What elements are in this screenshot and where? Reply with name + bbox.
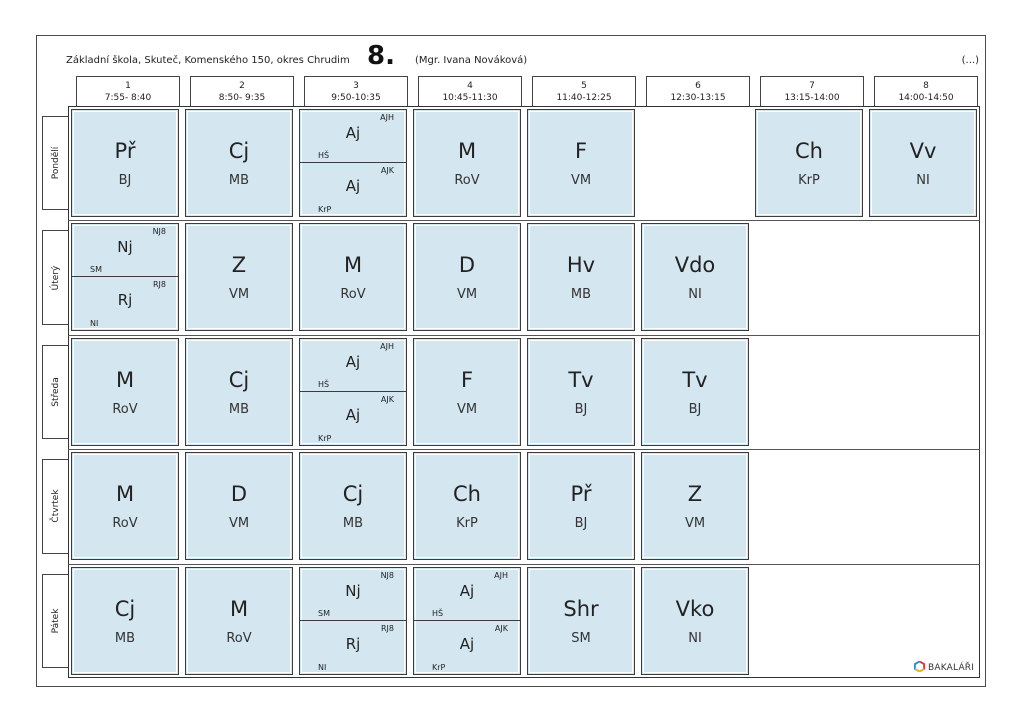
subject-code: Hv [566,253,596,277]
lesson-cell[interactable] [527,338,635,446]
subject-code: Aj [345,177,361,195]
subject-code: Aj [459,635,475,653]
teacher-code: VM [684,516,706,531]
subject-code: F [460,368,474,392]
period-number: 7 [809,81,815,91]
group-code: AJK [380,395,394,404]
day-label [42,116,68,210]
teacher-code: BJ [118,173,132,188]
period-number: 5 [581,81,587,91]
lesson-cell[interactable] [527,452,635,560]
day-name: Pondělí [50,146,61,180]
teacher-code: RoV [454,173,480,188]
lesson-cell[interactable] [299,452,407,560]
teacher-code: BJ [574,402,588,417]
teacher-code: HŠ [318,380,330,389]
period-time: 8:50- 9:35 [218,93,266,103]
subject-code: Vv [909,139,937,163]
period-header [418,76,522,106]
subject-code: Vdo [674,253,716,277]
subject-code: Aj [459,582,475,600]
split-lesson-cell[interactable] [299,567,407,675]
lesson-cell[interactable] [71,452,179,560]
period-header [760,76,864,106]
lesson-cell[interactable] [869,109,977,217]
teacher-code: HŠ [318,151,330,160]
lesson-cell[interactable] [413,452,521,560]
subject-code: Tv [568,368,594,392]
teacher-code: SM [318,609,330,618]
teacher-code: VM [456,402,478,417]
subject-code: Př [114,139,136,163]
subject-code: Z [687,482,703,506]
period-time: 14:00-14:50 [898,93,954,103]
lesson-cell[interactable] [755,109,863,217]
teacher-code: KrP [318,434,332,443]
lesson-group-bottom [300,621,406,674]
lesson-cell[interactable] [413,223,521,331]
subject-code: Aj [345,353,361,371]
subject-code: Shr [563,597,599,621]
more-link[interactable]: (...) [961,55,979,66]
subject-code: Cj [342,482,364,506]
period-header [190,76,294,106]
period-header [646,76,750,106]
teacher-code: RoV [112,402,138,417]
teacher-code: RoV [340,287,366,302]
subject-code: D [458,253,476,277]
subject-code: Př [570,482,592,506]
subject-code: Vko [675,597,715,621]
teacher-code: HŠ [432,609,444,618]
lesson-cell[interactable] [185,338,293,446]
teacher-code: NI [688,631,702,646]
day-name: Čtvrtek [50,489,61,523]
teacher-code: NI [688,287,702,302]
group-code: NJ8 [380,571,394,580]
row-divider [68,220,980,221]
lesson-cell[interactable] [185,223,293,331]
lesson-cell[interactable] [185,109,293,217]
subject-code: Aj [345,406,361,424]
period-number: 1 [125,81,131,91]
day-label [42,574,68,668]
lesson-cell[interactable] [641,223,749,331]
lesson-cell[interactable] [71,109,179,217]
teacher-code: KrP [432,663,446,672]
lesson-cell[interactable] [641,452,749,560]
period-time: 9:50-10:35 [331,93,381,103]
subject-code: Nj [345,582,361,600]
teacher-code: KrP [798,173,820,188]
teacher-code: MB [228,173,250,188]
subject-code: Cj [228,368,250,392]
split-lesson-cell[interactable] [71,223,179,331]
bakalari-hexagon-icon [914,661,925,672]
lesson-cell[interactable] [299,223,407,331]
split-lesson-cell[interactable] [299,109,407,217]
group-code: AJK [380,166,394,175]
period-time: 12:30-13:15 [670,93,726,103]
teacher-code: NI [318,663,327,672]
lesson-group-bottom [300,392,406,445]
class-teacher: (Mgr. Ivana Nováková) [415,55,528,66]
teacher-code: SM [90,265,102,274]
lesson-cell[interactable] [527,109,635,217]
lesson-cell[interactable] [185,452,293,560]
bakalari-logo [914,661,974,673]
teacher-code: VM [570,173,592,188]
teacher-code: VM [456,287,478,302]
lesson-cell[interactable] [71,567,179,675]
school-name: Základní škola, Skuteč, Komenského 150, okres Chrudim [66,55,350,66]
period-header [874,76,978,106]
teacher-code: VM [228,516,250,531]
period-time: 11:40-12:25 [556,93,612,103]
subject-code: Ch [795,139,823,163]
teacher-code: MB [342,516,364,531]
lesson-cell[interactable] [641,567,749,675]
period-time: 13:15-14:00 [784,93,840,103]
teacher-code: RoV [112,516,138,531]
lesson-cell[interactable] [185,567,293,675]
subject-code: Cj [114,597,136,621]
group-code: RJ8 [152,280,166,289]
teacher-code: KrP [318,205,332,214]
subject-code: M [457,139,477,163]
subject-code: Tv [682,368,708,392]
subject-code: Z [231,253,247,277]
day-label [42,345,68,439]
teacher-code: NI [90,319,99,328]
group-code: AJK [494,624,508,633]
lesson-group-top [414,568,520,621]
lesson-cell[interactable] [641,338,749,446]
lesson-cell[interactable] [527,223,635,331]
lesson-group-top [300,339,406,392]
day-name: Pátek [50,608,61,634]
period-header [532,76,636,106]
teacher-code: RoV [226,631,252,646]
subject-code: M [343,253,363,277]
teacher-code: KrP [456,516,478,531]
lesson-cell[interactable] [71,338,179,446]
subject-code: M [229,597,249,621]
period-time: 7:55- 8:40 [104,93,152,103]
row-divider [68,564,980,565]
lesson-group-bottom [72,277,178,330]
period-number: 6 [695,81,701,91]
day-name: Středa [50,377,61,407]
row-divider [68,449,980,450]
period-header [76,76,180,106]
split-lesson-cell[interactable] [413,567,521,675]
subject-code: Aj [345,124,361,142]
subject-code: Nj [117,238,133,256]
subject-code: F [574,139,588,163]
subject-code: M [115,368,135,392]
group-code: NJ8 [152,227,166,236]
lesson-cell[interactable] [527,567,635,675]
group-code: AJH [380,113,394,122]
subject-code: D [230,482,248,506]
day-label [42,459,68,553]
teacher-code: SM [571,631,591,646]
day-label [42,230,68,324]
group-code: AJH [494,571,508,580]
teacher-code: MB [570,287,592,302]
period-header [304,76,408,106]
group-code: AJH [380,342,394,351]
teacher-code: VM [228,287,250,302]
lesson-group-bottom [300,163,406,216]
teacher-code: MB [114,631,136,646]
period-time: 10:45-11:30 [442,93,498,103]
lesson-group-bottom [414,621,520,674]
group-code: RJ8 [380,624,394,633]
row-divider [68,335,980,336]
split-lesson-cell[interactable] [299,338,407,446]
subject-code: Ch [453,482,481,506]
lesson-group-top [300,568,406,621]
logo-text: BAKALÁŘI [928,663,975,673]
subject-code: M [115,482,135,506]
day-name: Úterý [50,265,61,290]
subject-code: Rj [117,291,133,309]
subject-code: Rj [345,635,361,653]
class-title: 8. [367,41,395,71]
lesson-cell[interactable] [413,109,521,217]
lesson-group-top [72,224,178,277]
period-number: 3 [353,81,359,91]
lesson-group-top [300,110,406,163]
subject-code: Cj [228,139,250,163]
period-number: 8 [923,81,929,91]
teacher-code: NI [916,173,930,188]
lesson-cell[interactable] [413,338,521,446]
teacher-code: BJ [574,516,588,531]
teacher-code: MB [228,402,250,417]
period-number: 4 [467,81,473,91]
period-number: 2 [239,81,245,91]
teacher-code: BJ [688,402,702,417]
